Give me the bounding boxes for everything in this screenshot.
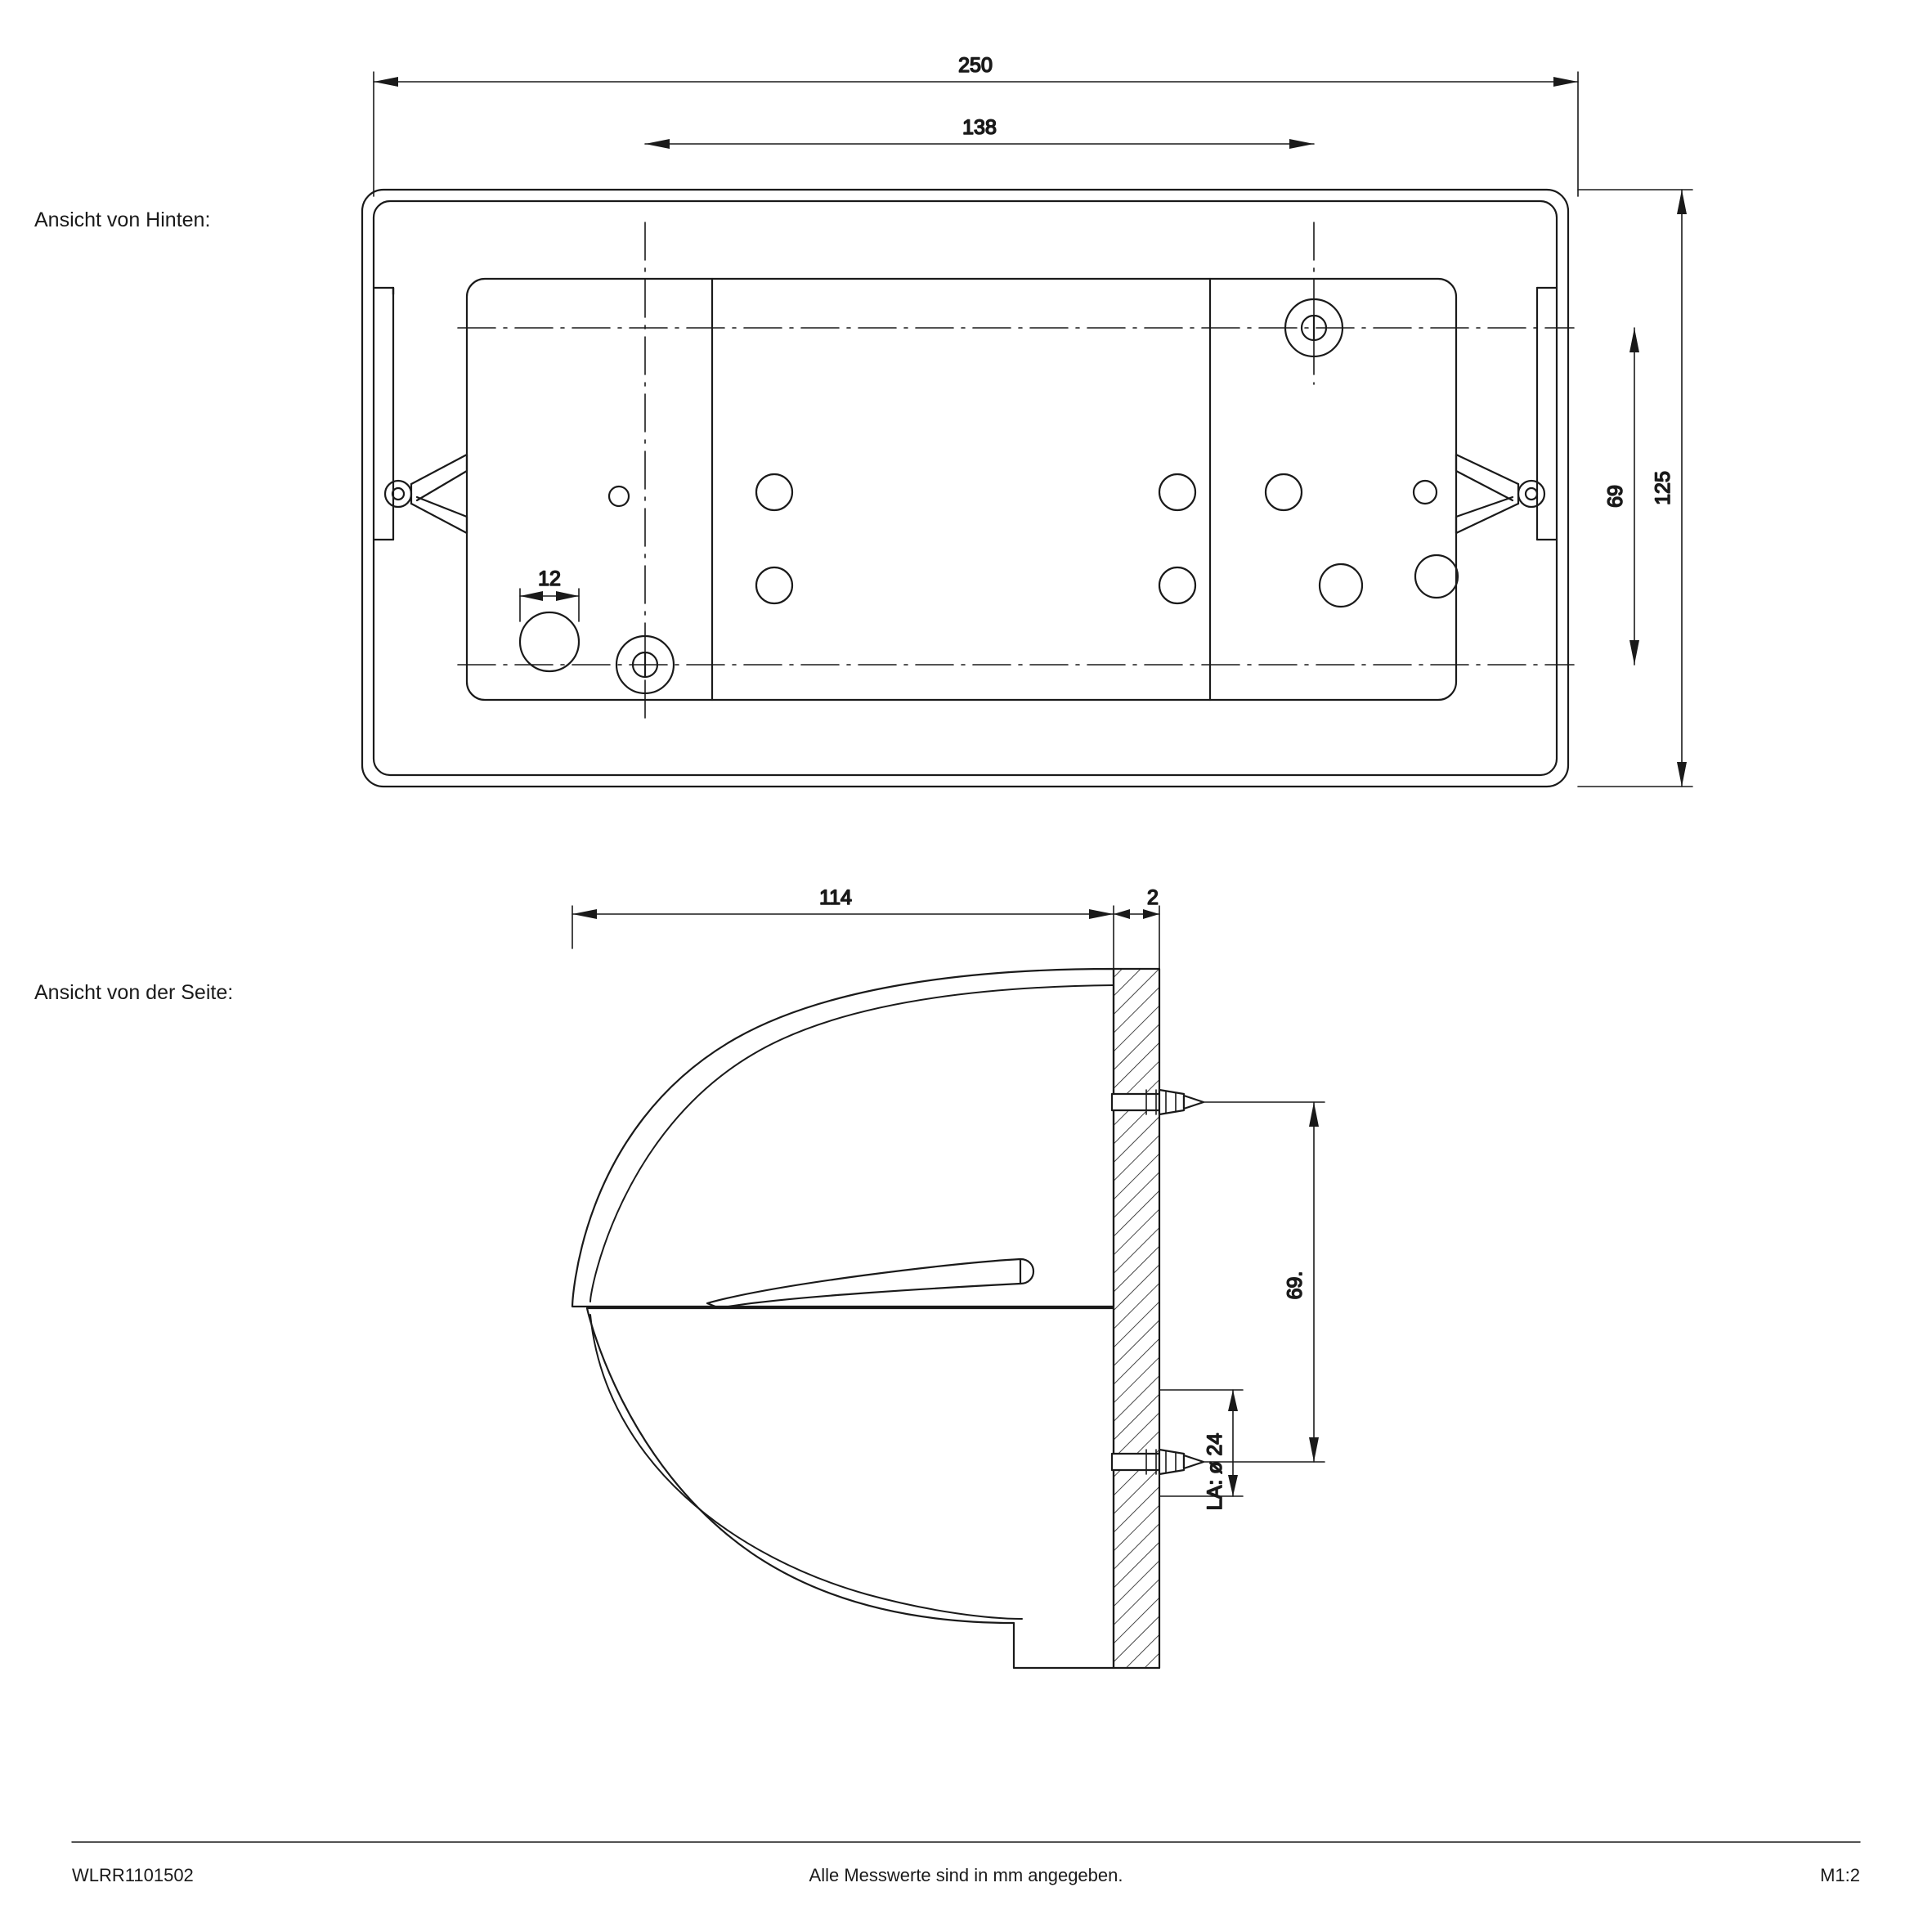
- dim-12-text: 12: [538, 567, 561, 590]
- plate-hole-4: [1159, 474, 1195, 510]
- plate-hole-5: [1159, 567, 1195, 603]
- dim-69-rear-text: 69: [1604, 485, 1627, 508]
- plate-hole-6: [1266, 474, 1302, 510]
- plate-cable-hole: [520, 612, 579, 671]
- dim-la-24: [1159, 1390, 1243, 1510]
- plate-hole-9: [1415, 555, 1458, 598]
- dim-la-24-text: LA: ø 24: [1204, 1432, 1226, 1511]
- footer-part-number: WLRR1101502: [72, 1865, 194, 1885]
- footer-scale: M1:2: [1820, 1865, 1860, 1885]
- dim-2: [1114, 886, 1159, 973]
- dim-114-text: 114: [819, 886, 852, 909]
- dim-138-text: 138: [962, 116, 997, 139]
- footer-note: Alle Messwerte sind in mm angegeben.: [809, 1865, 1123, 1885]
- spring-clip-right: [1456, 455, 1544, 533]
- dim-2-text: 2: [1147, 886, 1159, 909]
- plate-hole-7: [1320, 564, 1362, 607]
- plate-hole-3: [756, 567, 792, 603]
- screw-top: [1112, 1090, 1204, 1114]
- dim-125: [1578, 190, 1692, 787]
- dim-69-rear: [1604, 328, 1639, 665]
- rear-mounting-plate: [467, 279, 1456, 700]
- wall-section: [1114, 969, 1159, 1668]
- plate-hole-1: [609, 486, 629, 506]
- dim-69-side-text: 69.: [1284, 1271, 1307, 1300]
- luminaire-upper-body: [572, 969, 1114, 1307]
- dim-125-text: 125: [1652, 471, 1674, 505]
- screw-bottom: [1112, 1450, 1204, 1474]
- dim-250-text: 250: [958, 54, 993, 77]
- plate-hole-2: [756, 474, 792, 510]
- luminaire-lower-inner-line: [590, 1315, 1022, 1619]
- luminaire-lower-bowl: [587, 1308, 1114, 1668]
- luminaire-inner-line: [590, 985, 1114, 1302]
- light-slot-cap: [1020, 1259, 1033, 1284]
- plate-hole-8: [1414, 481, 1437, 504]
- view-label-rear: Ansicht von Hinten:: [34, 208, 211, 231]
- view-label-side: Ansicht von der Seite:: [34, 981, 234, 1004]
- dim-69-side: [1204, 1102, 1325, 1462]
- rear-housing-inner: [374, 201, 1557, 775]
- light-slot: [707, 1259, 1020, 1308]
- spring-clip-left: [385, 455, 467, 533]
- dim-138: [645, 116, 1314, 149]
- dim-114: [572, 886, 1114, 973]
